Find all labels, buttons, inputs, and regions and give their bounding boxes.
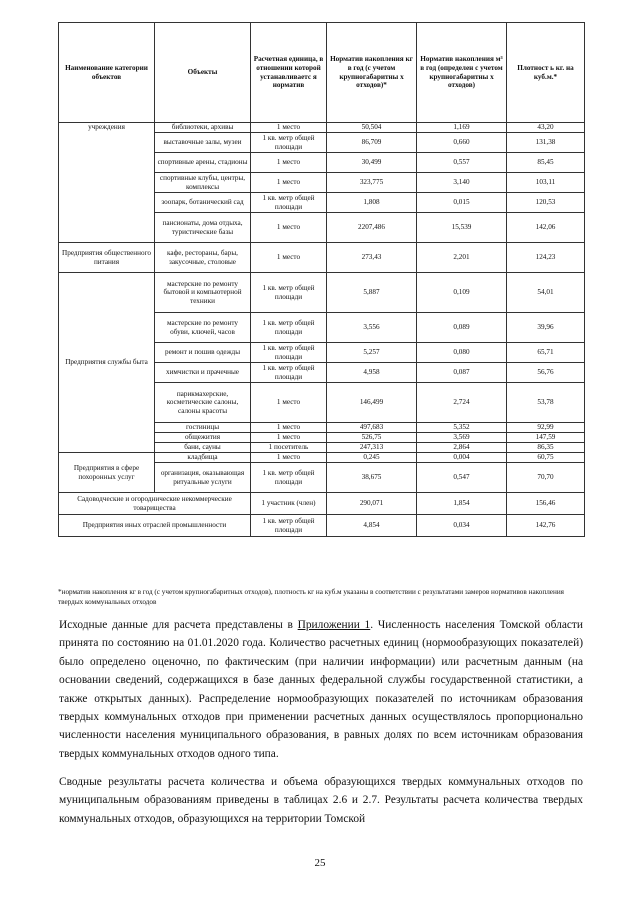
density-cell: 56,76	[507, 363, 585, 383]
object-cell: пансионаты, дома отдыха, туристические базы	[155, 213, 251, 243]
category-cell: Предприятия общественного питания	[59, 243, 155, 273]
norm-kg-cell: 30,499	[327, 153, 417, 173]
object-cell: кафе, рестораны, бары, закусочные, столовые	[155, 243, 251, 273]
unit-cell: 1 место	[251, 123, 327, 133]
norm-kg-cell: 1,808	[327, 193, 417, 213]
object-cell: гостиницы	[155, 423, 251, 433]
norm-m3-cell: 1,854	[417, 493, 507, 515]
norm-kg-cell: 50,504	[327, 123, 417, 133]
density-cell: 43,20	[507, 123, 585, 133]
object-cell: ремонт и пошив одежды	[155, 343, 251, 363]
para1-text-end: . Численность населения Томской области принята по состоянию на 01.01.2020 года. Количество расчетных единиц (нормообразующих показателей) было определено оценочно, по фактическим (при наличии информации) или расчетным данным (на основании сведений, содержащихся в базе данных федеральной службы государственной статистики, а также открытых данных). Распределение нормообразующих показателей по источникам образования твердых коммунальных отходов при применении расчетных данных осуществлялось пропорционально численности населения муниципального образования, в равных долях по всем источникам образования твердых коммунальных отходов одного типа.	[59, 619, 584, 760]
unit-cell: 1 кв. метр общей площади	[251, 515, 327, 537]
norm-kg-cell: 273,43	[327, 243, 417, 273]
unit-cell: 1 место	[251, 213, 327, 243]
category-cell: Предприятия службы быта	[59, 273, 155, 453]
density-cell: 39,96	[507, 313, 585, 343]
header-norm-kg	[327, 23, 417, 123]
density-cell: 142,76	[507, 515, 585, 537]
norm-m3-cell: 0,015	[417, 193, 507, 213]
density-cell: 92,99	[507, 423, 585, 433]
density-cell: 131,38	[507, 133, 585, 153]
object-cell: зоопарк, ботанический сад	[155, 193, 251, 213]
density-cell: 60,75	[507, 453, 585, 463]
header-category: Наименование категории объектов	[59, 23, 155, 123]
norm-m3-cell: 0,087	[417, 363, 507, 383]
density-cell: 65,71	[507, 343, 585, 363]
object-cell: спортивные арены, стадионы	[155, 153, 251, 173]
table-row	[59, 493, 585, 515]
unit-cell: 1 место	[251, 173, 327, 193]
norm-m3-cell: 2,201	[417, 243, 507, 273]
object-cell: бани, сауны	[155, 443, 251, 453]
table-row	[59, 243, 585, 273]
object-cell: химчистки и прачечные	[155, 363, 251, 383]
density-cell: 70,70	[507, 463, 585, 493]
norm-kg-cell: 5,257	[327, 343, 417, 363]
unit-cell: 1 место	[251, 243, 327, 273]
norm-m3-cell: 2,864	[417, 443, 507, 453]
header-density: Плотност ь кг. на куб.м.*	[507, 23, 585, 123]
norm-m3-cell: 1,169	[417, 123, 507, 133]
table-row	[59, 453, 585, 463]
density-cell: 54,01	[507, 273, 585, 313]
density-cell: 85,45	[507, 153, 585, 173]
object-cell: спортивные клубы, центры, комплексы	[155, 173, 251, 193]
norm-kg-cell: 5,887	[327, 273, 417, 313]
category-cell: учреждения	[59, 123, 155, 243]
unit-cell: 1 кв. метр общей площади	[251, 463, 327, 493]
unit-cell: 1 кв. метр общей площади	[251, 273, 327, 313]
density-cell: 156,46	[507, 493, 585, 515]
norm-m3-cell: 0,109	[417, 273, 507, 313]
norm-kg-cell: 0,245	[327, 453, 417, 463]
norm-m3-cell: 3,140	[417, 173, 507, 193]
unit-cell: 1 место	[251, 433, 327, 443]
unit-cell: 1 место	[251, 423, 327, 433]
body-paragraph-1	[59, 616, 583, 763]
density-cell: 120,53	[507, 193, 585, 213]
header-unit: Расчетная единица, в отношении которой устанавливаетс я норматив	[251, 23, 327, 123]
unit-cell: 1 участник (член)	[251, 493, 327, 515]
table-header-row	[59, 23, 585, 123]
page-number: 25	[314, 857, 326, 869]
norm-kg-cell: 38,675	[327, 463, 417, 493]
unit-cell: 1 кв. метр общей площади	[251, 313, 327, 343]
unit-cell: 1 кв. метр общей площади	[251, 193, 327, 213]
category-cell: Предприятия в сфере похоронных услуг	[59, 453, 155, 493]
norm-m3-cell: 0,660	[417, 133, 507, 153]
table-row	[59, 273, 585, 313]
unit-cell: 1 место	[251, 153, 327, 173]
norm-m3-cell: 0,034	[417, 515, 507, 537]
density-cell: 103,11	[507, 173, 585, 193]
unit-cell: 1 место	[251, 453, 327, 463]
unit-cell: 1 кв. метр общей площади	[251, 343, 327, 363]
header-objects: Объекты	[155, 23, 251, 123]
object-cell: организация, оказывающая ритуальные услуги	[155, 463, 251, 493]
norm-m3-cell: 5,352	[417, 423, 507, 433]
norm-kg-cell: 3,556	[327, 313, 417, 343]
density-cell: 124,23	[507, 243, 585, 273]
table-row	[59, 123, 585, 133]
appendix-1-link[interactable]: Приложении 1	[297, 619, 371, 631]
unit-cell: 1 кв. метр общей площади	[251, 133, 327, 153]
norm-kg-cell: 86,709	[327, 133, 417, 153]
density-cell: 142,06	[507, 213, 585, 243]
object-cell: общежития	[155, 433, 251, 443]
merged-category-cell: Садоводческие и огороднические некоммерческие товарищества	[59, 493, 251, 515]
density-cell: 86,35	[507, 443, 585, 453]
merged-category-cell: Предприятия иных отраслей промышленности	[59, 515, 251, 537]
para1-text-start: Исходные данные для расчета представлены в	[59, 619, 298, 631]
norm-m3-cell: 3,569	[417, 433, 507, 443]
norm-m3-cell: 2,724	[417, 383, 507, 423]
norm-kg-cell: 146,499	[327, 383, 417, 423]
norm-m3-cell: 0,547	[417, 463, 507, 493]
norm-m3-cell: 0,080	[417, 343, 507, 363]
header-norm-kg-text: Норматив накопления кг в год (с учетом крупногабаритны х отходов)*	[330, 55, 413, 90]
norm-m3-cell: 0,004	[417, 453, 507, 463]
object-cell: библиотеки, архивы	[155, 123, 251, 133]
density-cell: 53,78	[507, 383, 585, 423]
unit-cell: 1 посетитель	[251, 443, 327, 453]
norm-m3-cell: 0,089	[417, 313, 507, 343]
norm-m3-cell: 0,557	[417, 153, 507, 173]
norm-kg-cell: 526,75	[327, 433, 417, 443]
unit-cell: 1 место	[251, 383, 327, 423]
norm-kg-cell: 497,683	[327, 423, 417, 433]
norm-kg-cell: 247,313	[327, 443, 417, 453]
object-cell: выставочные залы, музеи	[155, 133, 251, 153]
object-cell: мастерские по ремонту обуви, ключей, часов	[155, 313, 251, 343]
object-cell: мастерские по ремонту бытовой и компьютерной техники	[155, 273, 251, 313]
object-cell: парикмахерские, косметические салоны, салоны красоты	[155, 383, 251, 423]
norm-kg-cell: 290,071	[327, 493, 417, 515]
header-norm-m3: Норматив накопления м³ в год (определен с учетом крупногабаритны х отходов)	[417, 23, 507, 123]
norm-m3-cell: 15,539	[417, 213, 507, 243]
table-footnote: *норматив накопления кг в год (с учетом крупногабаритных отходов), плотность кг на куб.м указаны в соответствии с результатами замеров нормативов накопления твердых коммунальных отходов	[58, 588, 564, 606]
unit-cell: 1 кв. метр общей площади	[251, 363, 327, 383]
object-cell: кладбища	[155, 453, 251, 463]
body-paragraph-2: Сводные результаты расчета количества и объема образующихся твердых коммунальных отходов по муниципальным образованиям приведены в таблицах 2.6 и 2.7. Результаты расчета количества твердых коммунальных отходов, образующихся на территории Томской	[59, 776, 583, 825]
norm-kg-cell: 4,958	[327, 363, 417, 383]
norm-kg-cell: 2207,486	[327, 213, 417, 243]
table-row	[59, 515, 585, 537]
density-cell: 147,59	[507, 433, 585, 443]
norm-kg-cell: 323,775	[327, 173, 417, 193]
norms-table	[58, 22, 585, 537]
norm-kg-cell: 4,854	[327, 515, 417, 537]
